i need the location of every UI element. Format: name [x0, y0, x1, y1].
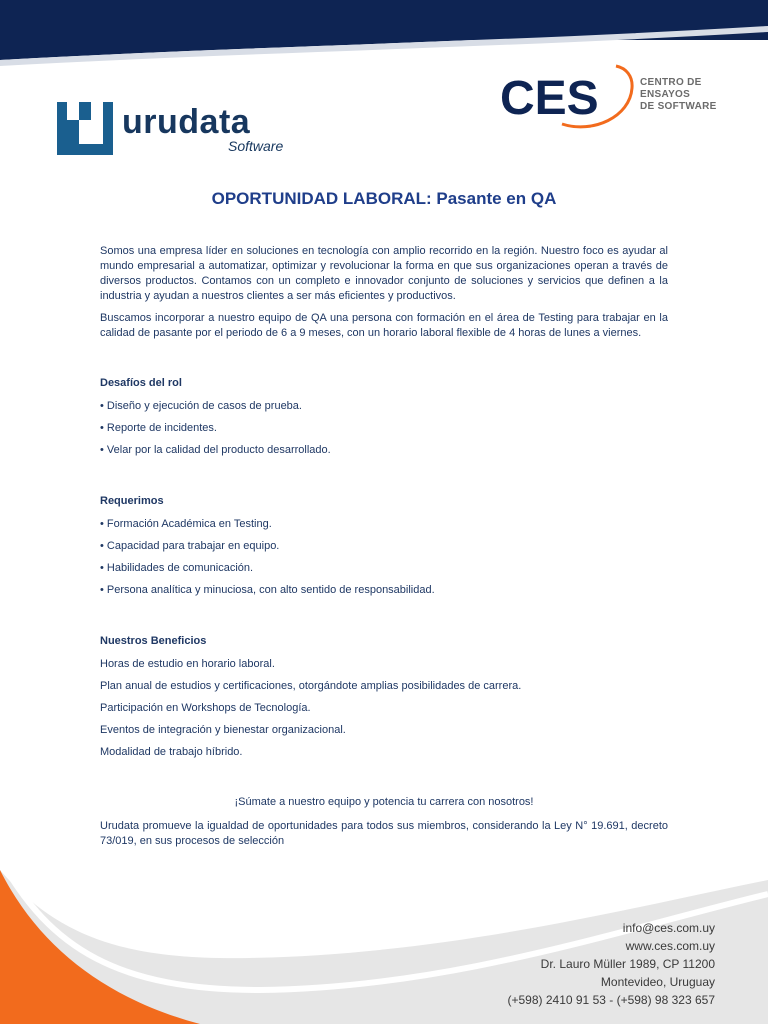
intro-paragraph-1: Somos una empresa líder en soluciones en tecnología con amplio recorrido en la región. Nuestro foco es ayudar al mundo empresarial a automatizar, optimizar y revolucionar la forma en que sus organizaciones operan a través de diversos productos. Contamos con un completo e innovador conjunto de soluciones y servicios que definen a la industria y ayudan a nuestros clientes a ser más eficientes y productivos.: [100, 245, 668, 302]
list-item: • Formación Académica en Testing.: [100, 518, 272, 530]
list-item: Plan anual de estudios y certificaciones, otorgándote amplias posibilidades de carrera.: [100, 680, 522, 692]
list-item: • Habilidades de comunicación.: [100, 562, 254, 574]
list-item: Horas de estudio en horario laboral.: [100, 658, 275, 670]
urudata-tagline: Software: [228, 138, 284, 154]
contact-phones: (+598) 2410 91 53 - (+598) 98 323 657: [507, 993, 715, 1007]
contact-email[interactable]: info@ces.com.uy: [622, 921, 715, 935]
ces-full-name-line2: ENSAYOS: [640, 89, 691, 100]
contact-block: [508, 919, 716, 1009]
list-item: • Reporte de incidentes.: [100, 422, 217, 434]
ces-full-name: [640, 77, 717, 113]
page-title: OPORTUNIDAD LABORAL: Pasante en QA: [211, 189, 557, 208]
contact-city: Montevideo, Uruguay: [600, 975, 715, 989]
ces-full-name-line3: DE SOFTWARE: [640, 101, 717, 112]
ces-acronym: CES: [500, 72, 599, 125]
list-item: Participación en Workshops de Tecnología.: [100, 702, 311, 714]
section-heading-requerimos: Requerimos: [100, 495, 164, 507]
ces-logo-icon: [498, 62, 638, 134]
list-item: Eventos de integración y bienestar organizacional.: [100, 724, 346, 736]
list-item: • Diseño y ejecución de casos de prueba.: [100, 400, 302, 412]
call-to-action: ¡Súmate a nuestro equipo y potencia tu carrera con nosotros!: [234, 796, 534, 808]
header-band: [0, 0, 768, 70]
urudata-wordmark: urudata: [122, 103, 251, 141]
ces-full-name-line1: CENTRO DE: [640, 77, 702, 88]
job-description: [100, 244, 668, 856]
intro-paragraph-2: Buscamos incorporar a nuestro equipo de QA una persona con formación en el área de Testing para trabajar en la calidad de pasante por el periodo de 6 a 9 meses, con un horario laboral flexible de 4 horas de lunes a viernes.: [100, 312, 668, 339]
list-item: Modalidad de trabajo híbrido.: [100, 746, 243, 758]
contact-website[interactable]: www.ces.com.uy: [625, 939, 715, 953]
list-item: • Capacidad para trabajar en equipo.: [100, 540, 280, 552]
list-item: • Velar por la calidad del producto desarrollado.: [100, 444, 331, 456]
list-item: • Persona analítica y minuciosa, con alto sentido de responsabilidad.: [100, 584, 435, 596]
contact-address: Dr. Lauro Müller 1989, CP 11200: [540, 957, 715, 971]
section-heading-beneficios: Nuestros Beneficios: [100, 635, 207, 647]
section-heading-desafios: Desafíos del rol: [100, 377, 182, 389]
equality-statement: Urudata promueve la igualdad de oportunidades para todos sus miembros, considerando la Ley N° 19.691, decreto 73/019, en sus procesos de selección: [100, 820, 668, 847]
